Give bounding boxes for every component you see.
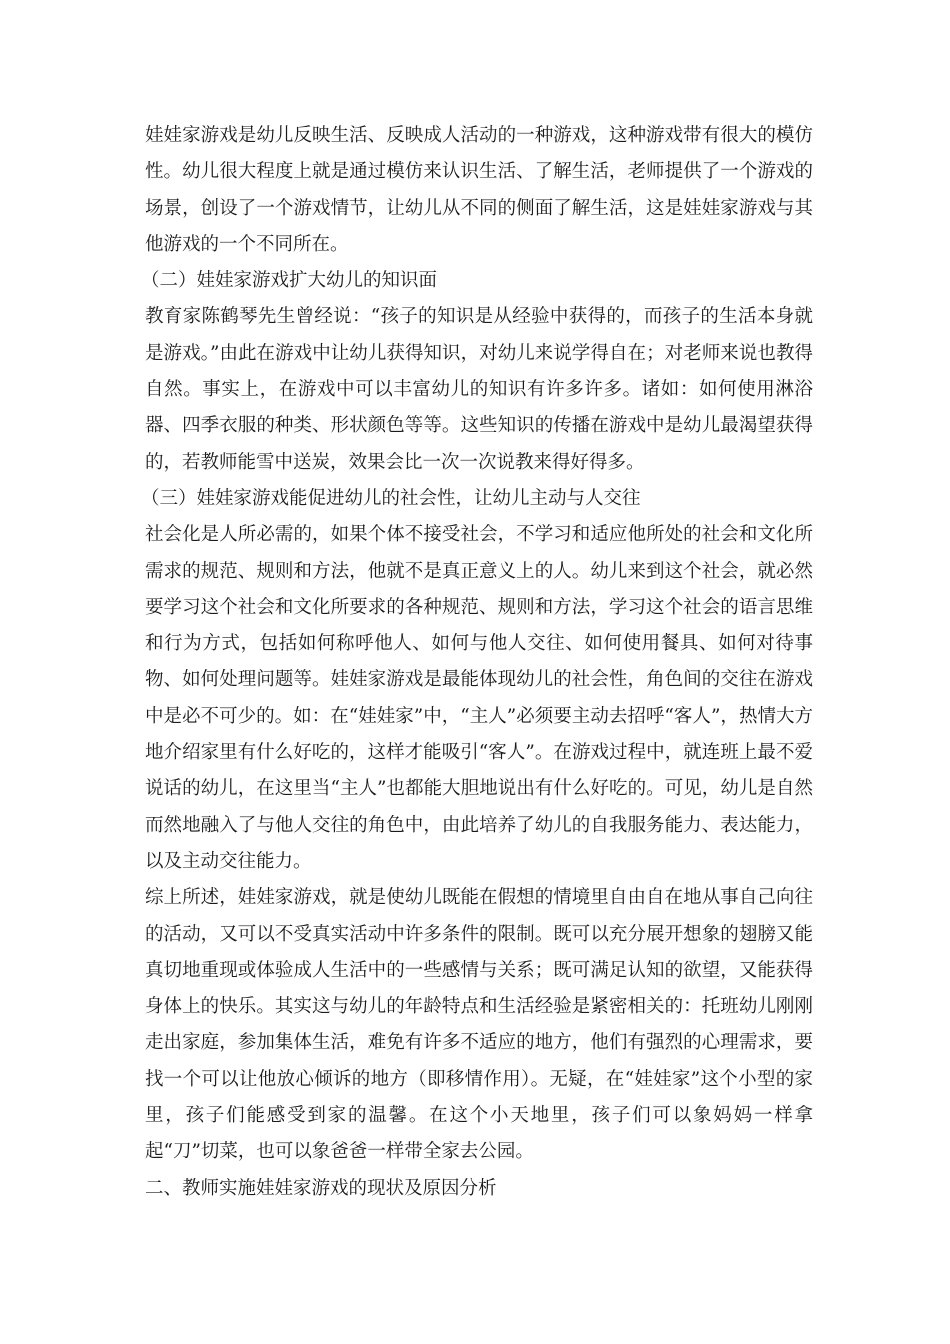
heading-social: （三）娃娃家游戏能促进幼儿的社会性，让幼儿主动与人交往 xyxy=(141,487,641,509)
paragraph-social: 社会化是人所必需的，如果个体不接受社会，不学习和适应他所处的社会和文化所需求的规范、规则和方法，他就不是真正意义上的人。幼儿来到这个社会，就必然要学习这个社会和文化所要求的各种规范、规则和方法，学习这个社会的语言思维和行为方式，包括如何称呼他人、如何与他人交往、如何使用餐具、如何对待事物、如何处理问题等。娃娃家游戏是最能体现幼儿的社会性，角色间的交往在游戏中是必不可少的。如：在“娃娃家”中，“主人”必须要主动去招呼“客人”，热情大方地介绍家里有什么好吃的，这样才能吸引“客人”。在游戏过程中，就连班上最不爱说话的幼儿，在这里当“主人”也都能大胆地说出有什么好吃的。可见，幼儿是自然而然地融入了与他人交往的角色中，由此培养了幼儿的自我服务能力、表达能力，以及主动交往能力。 xyxy=(145,524,813,872)
paragraph-intro: 娃娃家游戏是幼儿反映生活、反映成人活动的一种游戏，这种游戏带有很大的模仿性。幼儿很大程度上就是通过模仿来认识生活、了解生活，老师提供了一个游戏的场景，创设了一个游戏情节，让幼儿从不同的侧面了解生活，这是娃娃家游戏与其他游戏的一个不同所在。 xyxy=(145,125,813,255)
document-body xyxy=(141,118,813,1207)
heading-knowledge: （二）娃娃家游戏扩大幼儿的知识面 xyxy=(141,270,438,292)
paragraph-knowledge: 教育家陈鹤琴先生曾经说：“孩子的知识是从经验中获得的，而孩子的生活本身就是游戏。”由此在游戏中让幼儿获得知识，对幼儿来说学得自在；对老师来说也教得自然。事实上，在游戏中可以丰富幼儿的知识有许多许多。诸如：如何使用淋浴器、四季衣服的种类、形状颜色等等。这些知识的传播在游戏中是幼儿最渴望获得的，若教师能雪中送炭，效果会比一次一次说教来得好得多。 xyxy=(145,306,813,473)
paragraph-summary: 综上所述，娃娃家游戏，就是使幼儿既能在假想的情境里自由自在地从事自己向往的活动，又可以不受真实活动中许多条件的限制。既可以充分展开想象的翅膀又能真切地重现或体验成人生活中的一些感情与关系；既可满足认知的欲望，又能获得身体上的快乐。其实这与幼儿的年龄特点和生活经验是紧密相关的：托班幼儿刚刚走出家庭，参加集体生活，难免有许多不适应的地方，他们有强烈的心理需求，要找一个可以让他放心倾诉的地方（即移情作用）。无疑，在“娃娃家”这个小型的家里，孩子们能感受到家的温馨。在这个小天地里，孩子们可以象妈妈一样拿起“刀”切菜，也可以象爸爸一样带全家去公园。 xyxy=(145,887,813,1163)
heading-section-two: 二、教师实施娃娃家游戏的现状及原因分析 xyxy=(145,1177,497,1199)
